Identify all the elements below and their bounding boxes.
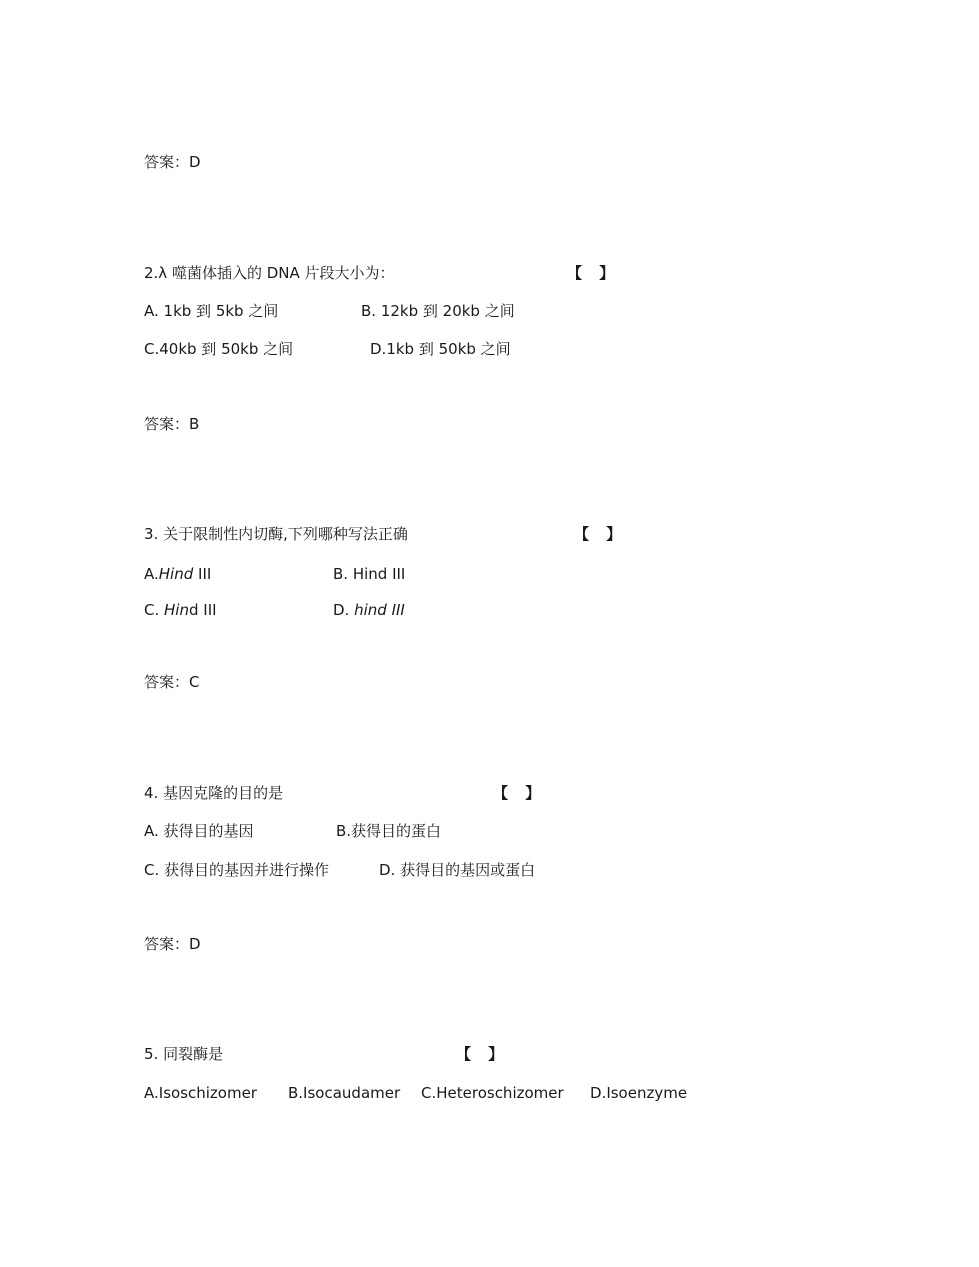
question-2-bracket: 【 】 [567,264,621,282]
question-5-option-c: C.Heteroschizomer [421,1084,564,1102]
option-c-rest: d III [188,601,217,619]
question-3-option-b: B. Hind III [333,565,406,583]
option-a-prefix: A. [144,565,159,583]
option-a-italic: Hind [158,565,194,583]
option-c-prefix: C. [144,601,165,619]
question-3-answer: 答案：C [144,673,200,691]
question-2-option-a: A. 1kb 到 5kb 之间 [144,302,279,320]
question-4-option-b: B.获得目的蛋白 [336,822,442,840]
option-d-prefix: D. [333,601,355,619]
question-3-option-c [144,600,217,620]
question-5-option-d: D.Isoenzyme [590,1084,688,1102]
question-4-option-a: A. 获得目的基因 [144,822,254,840]
question-2-answer: 答案：B [144,415,200,433]
question-3-option-a [144,564,211,584]
question-5-stem: 5. 同裂酶是 [144,1045,224,1063]
option-a-rest: III [193,565,212,583]
question-2-option-c: C.40kb 到 50kb 之间 [144,340,294,358]
question-5-option-b: B.Isocaudamer [288,1084,401,1102]
question-4-answer: 答案：D [144,935,201,953]
question-3-bracket: 【 】 [574,525,628,543]
question-2-option-d: D.1kb 到 50kb 之间 [370,340,511,358]
question-3-stem: 3. 关于限制性内切酶,下列哪种写法正确 [144,525,408,543]
question-3-option-d [333,600,405,620]
question-4-bracket: 【 】 [493,784,547,802]
question-4-option-d: D. 获得目的基因或蛋白 [379,861,536,879]
question-4-stem: 4. 基因克隆的目的是 [144,784,284,802]
answer-1: 答案：D [144,153,201,171]
question-4-option-c: C. 获得目的基因并进行操作 [144,861,330,879]
question-5-option-a: A.Isoschizomer [144,1084,257,1102]
question-2-option-b: B. 12kb 到 20kb 之间 [361,302,515,320]
option-c-italic: Hin [164,601,189,619]
question-5-bracket: 【 】 [456,1045,510,1063]
option-d-italic: hind III [354,601,405,619]
question-2-stem: 2.λ 噬菌体插入的 DNA 片段大小为： [144,264,395,282]
